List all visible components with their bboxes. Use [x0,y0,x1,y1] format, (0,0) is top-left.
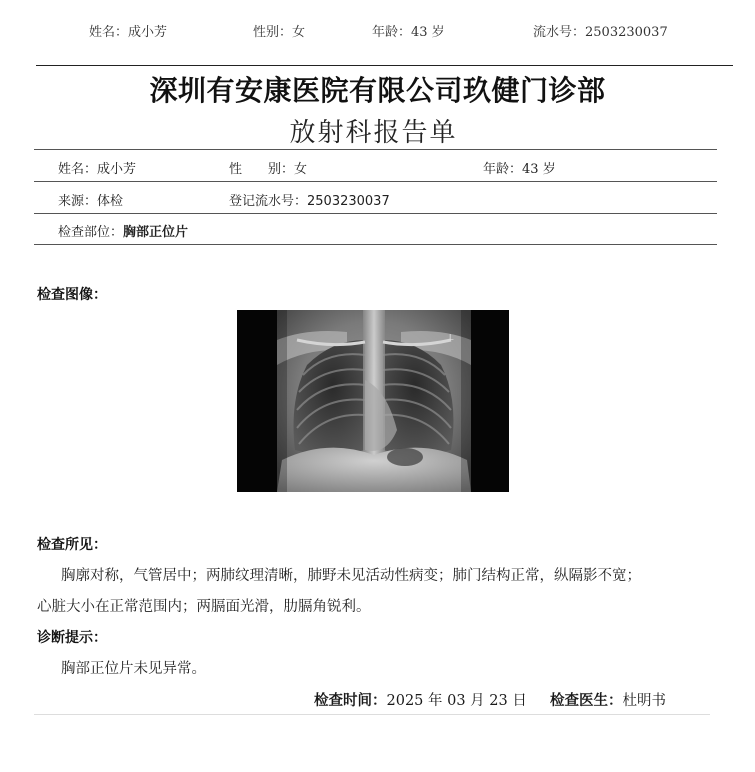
patient-gender [229,158,307,177]
patient-gender-value: 女 [294,162,308,177]
patient-name [58,158,136,177]
findings-line1: 胸廓对称，气管居中；两肺纹理清晰，肺野未见活动性病变；肺门结构正常，纵隔影不宽； [61,568,641,584]
info-table-top-line [34,149,717,150]
patient-name-label: 姓名： [58,162,98,177]
header-name: 姓名：成小芳 [89,25,168,40]
patient-registration [229,190,390,209]
report-title: 放射科报告单 [289,118,458,148]
footer-rule [34,714,710,715]
header-gender: 性别：女 [253,25,306,40]
exam-time [314,689,527,710]
patient-age-label: 年龄： [483,162,523,177]
exam-doctor-label: 检查医生： [550,693,623,709]
patient-gender-label: 性 别： [229,162,295,177]
diagnosis-label: 诊断提示： [37,630,107,646]
patient-age-value: 43 岁 [522,162,556,177]
info-row2-line [34,213,717,214]
chest-xray-graphic [237,310,509,492]
registration-number: 2503230037 [307,194,390,209]
patient-name-value: 成小芳 [97,162,137,177]
exam-doctor [550,689,666,710]
exam-part-value: 胸部正位片 [123,225,189,240]
patient-source-value: 体检 [97,194,124,209]
exam-time-value: 2025 年 03 月 23 日 [386,693,527,709]
xray-side-marker: L [449,333,454,342]
header-age: 年龄：43 岁 [372,25,445,40]
exam-doctor-value: 杜明书 [622,693,666,709]
image-section-label: 检查图像： [37,287,107,303]
exam-time-label: 检查时间： [314,693,387,709]
header-serial: 流水号：2503230037 [533,25,668,40]
patient-source [58,190,123,209]
patient-age [483,158,556,177]
hospital-title: 深圳有安康医院有限公司玖健门诊部 [149,74,606,107]
header-rule [36,65,733,66]
registration-label: 登记流水号： [229,194,308,209]
findings-line2: 心脏大小在正常范围内；两膈面光滑，肋膈角锐利。 [37,599,371,615]
findings-label: 检查所见： [37,537,107,553]
chest-xray-image [237,310,509,492]
patient-source-label: 来源： [58,194,98,209]
exam-part-label: 检查部位： [58,225,124,240]
exam-part [58,221,188,240]
info-row1-line [34,181,717,182]
diagnosis-text: 胸部正位片未见异常。 [61,661,206,677]
info-table-bottom-line [34,244,717,245]
